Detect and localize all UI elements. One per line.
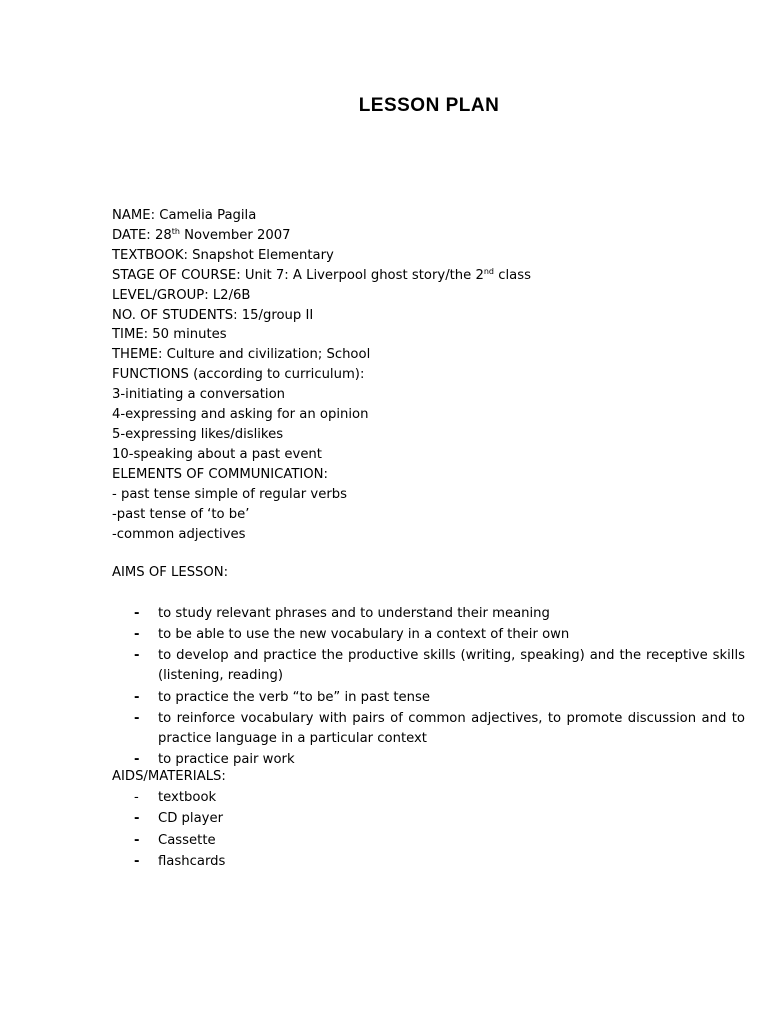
- bullet-dash: -: [134, 648, 140, 664]
- function-item: 4-expressing and asking for an opinion: [112, 407, 369, 423]
- function-item: 5-expressing likes/dislikes: [112, 426, 284, 442]
- stage-suffix: class: [494, 267, 531, 283]
- bullet-dash: -: [134, 627, 140, 643]
- time-line: TIME: 50 minutes: [112, 327, 227, 343]
- elements-heading: ELEMENTS OF COMMUNICATION:: [112, 466, 328, 482]
- bullet-dash: -: [134, 689, 140, 705]
- element-item: -common adjectives: [112, 526, 246, 542]
- date-prefix: DATE: 28: [112, 227, 172, 243]
- date-line: [112, 226, 752, 246]
- functions-heading: FUNCTIONS (according to curriculum):: [112, 367, 365, 383]
- aim-text: to be able to use the new vocabulary in a context of their own: [158, 627, 570, 643]
- aids-list: [112, 788, 745, 874]
- aid-text: Cassette: [158, 832, 216, 848]
- aim-item: [112, 688, 745, 708]
- bullet-dash: -: [134, 710, 140, 726]
- stage-prefix: STAGE OF COURSE: Unit 7: A Liverpool ghost story/the 2: [112, 267, 484, 283]
- aim-item: [112, 709, 745, 749]
- stage-superscript: nd: [483, 266, 495, 276]
- aid-text: flashcards: [158, 854, 226, 870]
- aid-item: [112, 809, 745, 829]
- aid-text: CD player: [158, 811, 224, 827]
- bullet-dash: -: [134, 790, 139, 805]
- aim-text: to develop and practice the productive skills (writing, speaking) and the receptive skills (listening, reading): [158, 648, 745, 684]
- name-line: NAME: Camelia Pagila: [112, 208, 257, 223]
- date-superscript: th: [171, 226, 180, 236]
- aims-heading: AIMS OF LESSON:: [112, 565, 229, 580]
- aim-text: to practice the verb “to be” in past tense: [158, 689, 430, 705]
- document-title: LESSON PLAN: [358, 95, 500, 116]
- element-item: - past tense simple of regular verbs: [112, 486, 347, 502]
- aim-text: to practice pair work: [158, 751, 295, 767]
- element-item: -past tense of ‘to be’: [112, 506, 250, 522]
- bullet-dash: -: [134, 832, 140, 848]
- level-line: LEVEL/GROUP: L2/6B: [112, 287, 251, 303]
- date-suffix: November 2007: [179, 227, 291, 243]
- bullet-dash: -: [134, 854, 140, 870]
- aid-text: textbook: [158, 790, 217, 805]
- aim-item: [112, 604, 745, 624]
- aid-item: [112, 788, 745, 808]
- aids-heading: AIDS/MATERIALS:: [112, 769, 226, 784]
- stage-line: [112, 266, 752, 286]
- aims-list: [112, 604, 745, 771]
- bullet-dash: -: [134, 811, 140, 827]
- aim-item: [112, 646, 745, 686]
- theme-line: THEME: Culture and civilization; School: [112, 347, 371, 363]
- aid-item: [112, 852, 745, 872]
- function-item: 10-speaking about a past event: [112, 446, 322, 462]
- function-item: 3-initiating a conversation: [112, 387, 286, 403]
- bullet-dash: -: [134, 606, 140, 621]
- students-line: NO. OF STUDENTS: 15/group II: [112, 307, 314, 323]
- textbook-line: TEXTBOOK: Snapshot Elementary: [112, 247, 334, 263]
- lesson-info-block: [112, 206, 752, 544]
- aim-text: to study relevant phrases and to understand their meaning: [158, 606, 550, 621]
- aim-item: [112, 625, 745, 645]
- aim-text: to reinforce vocabulary with pairs of common adjectives, to promote discussion and to practice language in a particular context: [158, 710, 745, 746]
- aid-item: [112, 831, 745, 851]
- bullet-dash: -: [134, 751, 140, 767]
